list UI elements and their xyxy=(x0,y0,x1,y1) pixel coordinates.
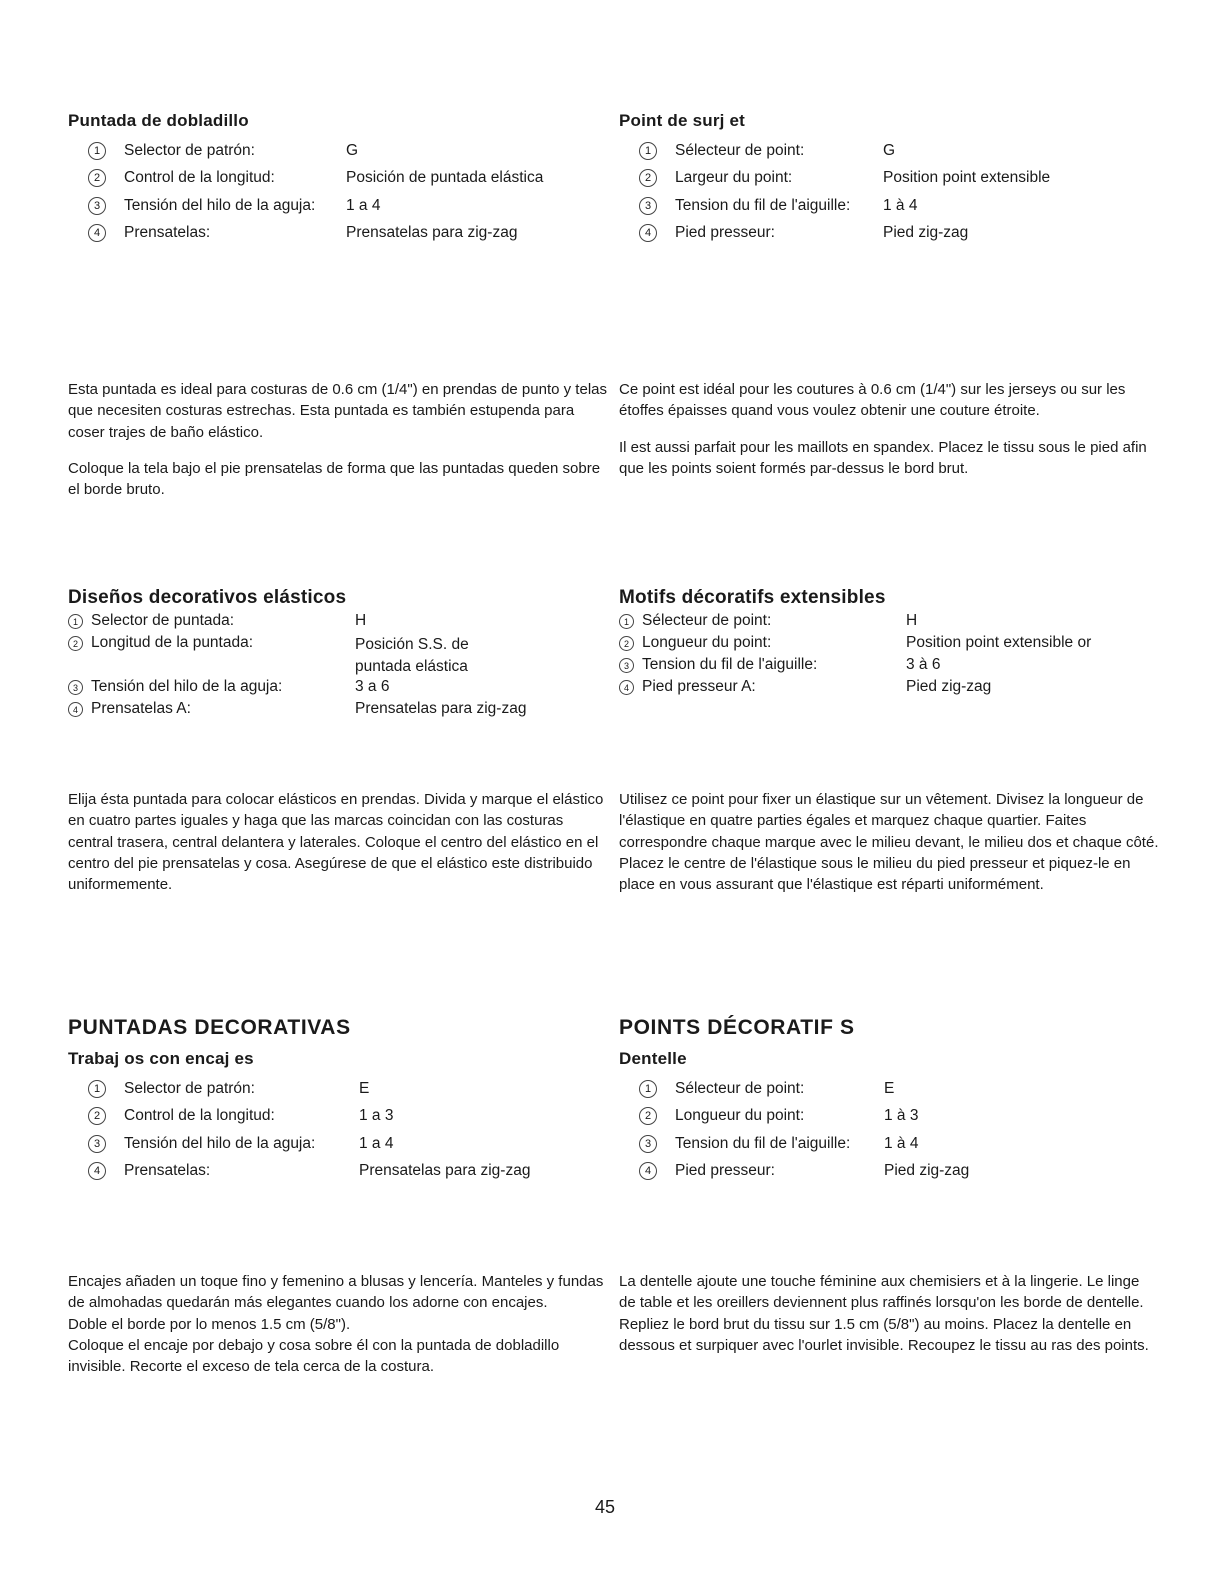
circled-number-icon: 1 xyxy=(88,142,106,160)
setting-label: Tension du fil de l'aiguille: xyxy=(642,656,818,673)
lace-settings-es xyxy=(68,1075,608,1185)
setting-value: E xyxy=(884,1079,895,1097)
circled-number-icon: 1 xyxy=(639,142,657,160)
lace-body-fr xyxy=(619,1271,1159,1356)
setting-row xyxy=(68,1130,608,1158)
lace-paragraph-fr: La dentelle ajoute une touche féminine aux chemisiers et à la lingerie. Le linge de table et les oreillers deviennent plus raffinés lorsqu'on les borde de dentelle. xyxy=(619,1273,1144,1312)
setting-value: 1 a 4 xyxy=(346,196,381,214)
setting-row xyxy=(68,137,608,165)
elastic-section-es xyxy=(68,587,608,722)
circled-number-icon: 3 xyxy=(68,680,83,695)
lace-paragraph-es: Doble el borde por lo menos 1.5 cm (5/8"). xyxy=(68,1315,351,1333)
setting-row xyxy=(619,165,1159,193)
elastic-settings-es xyxy=(68,612,608,722)
circled-number-icon: 4 xyxy=(639,1162,657,1180)
setting-row xyxy=(619,137,1159,165)
setting-label: Selector de puntada: xyxy=(91,612,235,629)
circled-number-icon: 3 xyxy=(619,658,634,673)
circled-number-icon: 3 xyxy=(639,1135,657,1153)
lace-paragraph-es: Coloque el encaje por debajo y cosa sobre él con la puntada de dobladillo invisible. Recorte el exceso de tela cerca de la costura. xyxy=(68,1336,560,1376)
hem-section-es xyxy=(68,111,608,247)
circled-number-icon: 4 xyxy=(68,702,83,717)
setting-value: 1 a 4 xyxy=(359,1134,394,1152)
setting-label: Pied presseur: xyxy=(675,1162,775,1180)
elastic-paragraph-fr: Utilisez ce point pour fixer un élastique sur un vêtement. Divisez la longueur de l'élastique en quatre parties égales et marquez chaque quartier. Faites correspondre chaque marque avec le milieu devant, le milieu dos et chaque côté. Placez le centre de l'élastique sous le milieu du pied presseur et piquez-le en place en vous assurant que l'élastique est réparti uniformément. xyxy=(619,791,1159,894)
elastic-section-fr xyxy=(619,587,1159,700)
circled-number-icon: 4 xyxy=(88,1162,106,1180)
setting-row xyxy=(619,220,1159,248)
setting-value: 1 à 4 xyxy=(883,196,918,214)
setting-label: Pied presseur A: xyxy=(642,678,756,695)
elastic-title-fr: Motifs décoratifs extensibles xyxy=(619,587,886,608)
setting-label: Control de la longitud: xyxy=(124,1107,275,1125)
setting-value: Prensatelas para zig-zag xyxy=(346,224,518,242)
setting-label: Prensatelas: xyxy=(124,1162,211,1180)
setting-value: H xyxy=(355,612,367,629)
setting-value: Prensatelas para zig-zag xyxy=(359,1162,531,1180)
hem-paragraph-fr: Ce point est idéal pour les coutures à 0.6 cm (1/4") sur les jerseys ou sur les étoffes épaisses quand vous voulez obtenir une couture étroite. xyxy=(619,381,1126,420)
elastic-body-es xyxy=(68,789,608,895)
setting-label: Selector de patrón: xyxy=(124,1079,255,1097)
setting-value: Pied zig-zag xyxy=(884,1162,970,1180)
setting-row xyxy=(68,192,608,220)
lace-settings-fr xyxy=(619,1075,1159,1185)
setting-row xyxy=(619,678,1159,700)
circled-number-icon: 4 xyxy=(639,224,657,242)
elastic-body-fr xyxy=(619,789,1159,895)
setting-value: 3 à 6 xyxy=(906,656,941,673)
circled-number-icon: 3 xyxy=(88,197,106,215)
setting-label: Longueur du point: xyxy=(675,1107,805,1125)
setting-label: Longueur du point: xyxy=(642,634,772,651)
setting-row xyxy=(68,634,608,678)
lace-title-es: Trabaj os con encaj es xyxy=(68,1049,254,1068)
setting-label: Sélecteur de point: xyxy=(675,1079,805,1097)
setting-value: G xyxy=(346,141,359,159)
setting-row xyxy=(68,678,608,700)
chapter-title-fr: POINTS DÉCORATIF S xyxy=(619,1016,855,1039)
hem-body-fr xyxy=(619,379,1159,479)
setting-value: Position point extensible or xyxy=(906,634,1092,651)
circled-number-icon: 2 xyxy=(68,636,83,651)
hem-title-fr: Point de surj et xyxy=(619,111,745,130)
circled-number-icon: 1 xyxy=(68,614,83,629)
circled-number-icon: 3 xyxy=(639,197,657,215)
setting-value: H xyxy=(906,612,918,629)
setting-value: Posición de puntada elástica xyxy=(346,169,544,187)
lace-title-fr: Dentelle xyxy=(619,1049,687,1068)
setting-row xyxy=(619,1130,1159,1158)
setting-row xyxy=(68,220,608,248)
circled-number-icon: 2 xyxy=(88,169,106,187)
lace-body-es xyxy=(68,1271,608,1377)
setting-label: Prensatelas A: xyxy=(91,700,191,717)
circled-number-icon: 1 xyxy=(619,614,634,629)
setting-label: Longitud de la puntada: xyxy=(91,634,254,651)
hem-paragraph-es: Esta puntada es ideal para costuras de 0.6 cm (1/4") en prendas de punto y telas que necesiten costuras estrechas. Esta puntada es también estupenda para coser trajes de baño elástico. xyxy=(68,381,607,441)
circled-number-icon: 2 xyxy=(619,636,634,651)
hem-settings-es xyxy=(68,137,608,247)
setting-value: E xyxy=(359,1079,370,1097)
setting-value: 1 a 3 xyxy=(359,1107,394,1125)
setting-row xyxy=(68,1075,608,1103)
circled-number-icon: 2 xyxy=(88,1107,106,1125)
setting-row xyxy=(68,1158,608,1186)
hem-paragraph-fr: Il est aussi parfait pour les maillots en spandex. Placez le tissu sous le pied afin que les points soient formés par-dessus le bord brut. xyxy=(619,438,1147,477)
setting-value: Prensatelas para zig-zag xyxy=(355,700,527,717)
hem-section-fr xyxy=(619,111,1159,247)
setting-value-line: puntada elástica xyxy=(355,658,468,675)
setting-value-line: Posición S.S. de xyxy=(355,636,469,653)
lace-section-es xyxy=(68,1016,608,1185)
hem-paragraph-es: Coloque la tela bajo el pie prensatelas de forma que las puntadas queden sobre el borde bruto. xyxy=(68,459,601,499)
hem-settings-fr xyxy=(619,137,1159,247)
setting-row xyxy=(619,192,1159,220)
setting-value: 1 à 4 xyxy=(884,1134,919,1152)
circled-number-icon: 2 xyxy=(639,169,657,187)
circled-number-icon: 1 xyxy=(88,1080,106,1098)
setting-label: Prensatelas: xyxy=(124,224,211,242)
setting-label: Tensión del hilo de la aguja: xyxy=(91,678,283,695)
setting-label: Largeur du point: xyxy=(675,169,793,187)
setting-value: Pied zig-zag xyxy=(883,224,969,242)
setting-row xyxy=(68,700,608,722)
circled-number-icon: 3 xyxy=(88,1135,106,1153)
setting-row xyxy=(68,165,608,193)
setting-label: Control de la longitud: xyxy=(124,169,275,187)
elastic-settings-fr xyxy=(619,612,1159,700)
circled-number-icon: 2 xyxy=(639,1107,657,1125)
setting-row xyxy=(619,1075,1159,1103)
setting-row xyxy=(68,1103,608,1131)
setting-value: Position point extensible xyxy=(883,169,1051,187)
setting-label: Sélecteur de point: xyxy=(675,141,805,159)
circled-number-icon: 4 xyxy=(619,680,634,695)
setting-label: Tension du fil de l'aiguille: xyxy=(675,196,851,214)
setting-value xyxy=(355,634,608,678)
setting-label: Tensión del hilo de la aguja: xyxy=(124,1134,316,1152)
page-number: 45 xyxy=(594,1497,616,1517)
setting-label: Tension du fil de l'aiguille: xyxy=(675,1134,851,1152)
lace-paragraph-fr: Repliez le bord brut du tissu sur 1.5 cm (5/8") au moins. Placez la dentelle en dessous et surpiquer avec l'ourlet invisible. Recoupez le tissu au ras des points. xyxy=(619,1315,1149,1354)
setting-label: Selector de patrón: xyxy=(124,141,255,159)
setting-value: Pied zig-zag xyxy=(906,678,992,695)
setting-label: Sélecteur de point: xyxy=(642,612,772,629)
lace-section-fr xyxy=(619,1016,1159,1185)
setting-label: Pied presseur: xyxy=(675,224,775,242)
setting-value: G xyxy=(883,141,896,159)
lace-paragraph-es: Encajes añaden un toque fino y femenino a blusas y lencería. Manteles y fundas de almohadas quedarán más elegantes cuando los adorne con encajes. xyxy=(68,1273,604,1312)
setting-row xyxy=(619,634,1159,656)
setting-value: 1 à 3 xyxy=(884,1107,919,1125)
hem-title-es: Puntada de dobladillo xyxy=(68,111,249,130)
circled-number-icon: 4 xyxy=(88,224,106,242)
elastic-title-es: Diseños decorativos elásticos xyxy=(68,587,347,608)
circled-number-icon: 1 xyxy=(639,1080,657,1098)
setting-row xyxy=(619,1103,1159,1131)
setting-label: Tensión del hilo de la aguja: xyxy=(124,196,316,214)
hem-body-es xyxy=(68,379,608,500)
setting-value: 3 a 6 xyxy=(355,678,390,695)
elastic-paragraph-es: Elija ésta puntada para colocar elásticos en prendas. Divida y marque el elástico en cuatro partes iguales y haga que las marcas coincidan con las costuras central trasera, central delantera y laterales. Coloque el centro del elástico en el centro del pie prensatelas y cosa. Asegúrese de que el elástico este distribuido uniformemente. xyxy=(68,791,604,894)
setting-row xyxy=(619,612,1159,634)
chapter-title-es: PUNTADAS DECORATIVAS xyxy=(68,1016,351,1039)
setting-row xyxy=(68,612,608,634)
setting-row xyxy=(619,656,1159,678)
setting-row xyxy=(619,1158,1159,1186)
